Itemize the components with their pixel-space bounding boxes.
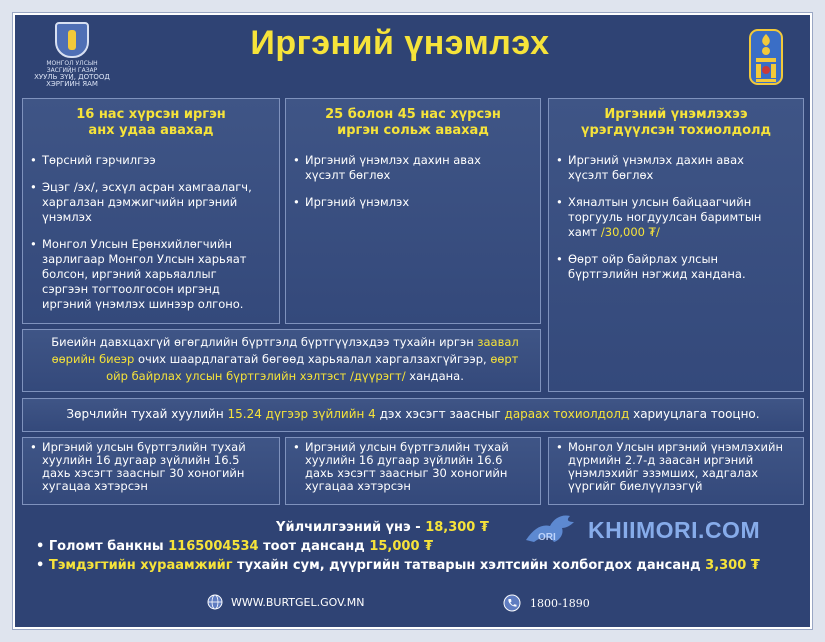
list-item: • Монгол Улсын иргэний үнэмлэхийн дүрмийн 2.7-д заасан иргэний үнэмлэхийг эзэмших, хадгалах үүргийг биелүүлээгүй: [556, 441, 802, 493]
bank-account-line: • Голомт банкны 1165004534 тоот дансанд 15,000 ₮: [36, 539, 434, 554]
col3-list: [556, 153, 802, 294]
list-item: • Өөрт ойр байрлах улсын бүртгэлийн нэгжид хандана.: [556, 252, 802, 282]
list-item: • Иргэний үнэмлэх: [293, 195, 539, 210]
svg-text:ORI: ORI: [538, 532, 556, 543]
page-title: Иргэний үнэмлэх: [250, 24, 550, 62]
col2-list: [293, 153, 539, 222]
service-fee-line: Үйлчилгээний үнэ - 18,300 ₮: [276, 520, 489, 535]
list-item: • Иргэний үнэмлэх дахин авах хүсэлт бөглөх: [293, 153, 539, 183]
list-item: • Иргэний улсын бүртгэлийн тухай хуулийн 16 дугаар зүйлийн 16.6 дахь хэсэгт заасныг 30 хоногийн хугацаа хэтэрсэн: [293, 441, 539, 493]
violation-list-3: [556, 441, 802, 493]
ministry-name: МОНГОЛ УЛСЫН ЗАСГИЙН ГАЗАР ХУУЛЬ ЗҮЙ, ДОТООД ХЭРГИЙН ЯАМ: [34, 60, 110, 88]
col1-list: [30, 153, 278, 324]
col2-heading: 25 болон 45 нас хүрсэн иргэн сольж авахад: [325, 107, 501, 138]
stamp-fee-line: • Тэмдэгтийн хураамжийг тухайн сум, дүүргийн татварын хэлтсийн холбогдох дансанд 3,300 ₮: [36, 558, 760, 573]
list-item: • Монгол Улсын Ерөнхийлөгчийн зарлигаар Монгол Улсын харьяат болсон, иргэний харьяаллыг сэргээн тогтоолгосон иргэнд иргэний үнэмлэх шинээр олгоно.: [30, 237, 278, 312]
biometric-notice: Биеийн давхцахгүй өгөгдлийн бүртгэлд бүртгүүлэхдээ тухайн иргэн заавал өөрийн биеэр очих шаардлагатай бөгөөд харьяалал харгалзахгүйгээр, өөрт ойр байрлах улсын бүртгэлийн хэлтэст /дүүрэгт/ хандана.: [51, 335, 519, 383]
violation-list-2: [293, 441, 539, 493]
soyombo-icon: [746, 26, 786, 88]
violation-list-1: [30, 441, 278, 493]
ministry-emblem: [28, 22, 116, 86]
horse-logo-icon: [520, 510, 584, 550]
list-item: • Төрсний гэрчилгээ: [30, 153, 278, 168]
phone-number[interactable]: 1800-1890: [503, 594, 590, 612]
col1-heading: 16 нас хүрсэн иргэн анх удаа авахад: [76, 107, 226, 138]
violation-statement: Зөрчлийн тухай хуулийн 15.24 дүгээр зүйлийн 4 дэх хэсэгт заасныг дараах тохиолдолд хариуцлага тооцно.: [66, 407, 760, 421]
khiimori-watermark: ORI KHIIMORI.COM: [520, 508, 820, 552]
list-item: • Эцэг /эх/, эсхүл асран хамгаалагч, харгалзан дэмжигчийн иргэний үнэмлэх: [30, 180, 278, 225]
ministry-emblem-icon: [55, 22, 89, 58]
list-item: • Иргэний улсын бүртгэлийн тухай хуулийн 16 дугаар зүйлийн 16.5 дахь хэсэгт заасныг 30 хоногийн хугацаа хэтэрсэн: [30, 441, 278, 493]
phone-icon: [503, 594, 521, 612]
fine-amount: /30,000 ₮/: [600, 225, 660, 239]
col3-heading: Иргэний үнэмлэхээ үрэгдүүлсэн тохиолдолд: [580, 107, 772, 138]
list-item: • Хяналтын улсын байцаагчийн торгууль ногдуулсан баримтын хамт /30,000 ₮/: [556, 195, 802, 240]
list-item: • Иргэний үнэмлэх дахин авах хүсэлт бөглөх: [556, 153, 802, 183]
website-link[interactable]: WWW.BURTGEL.GOV.MN: [207, 594, 364, 610]
globe-icon: [207, 594, 223, 610]
